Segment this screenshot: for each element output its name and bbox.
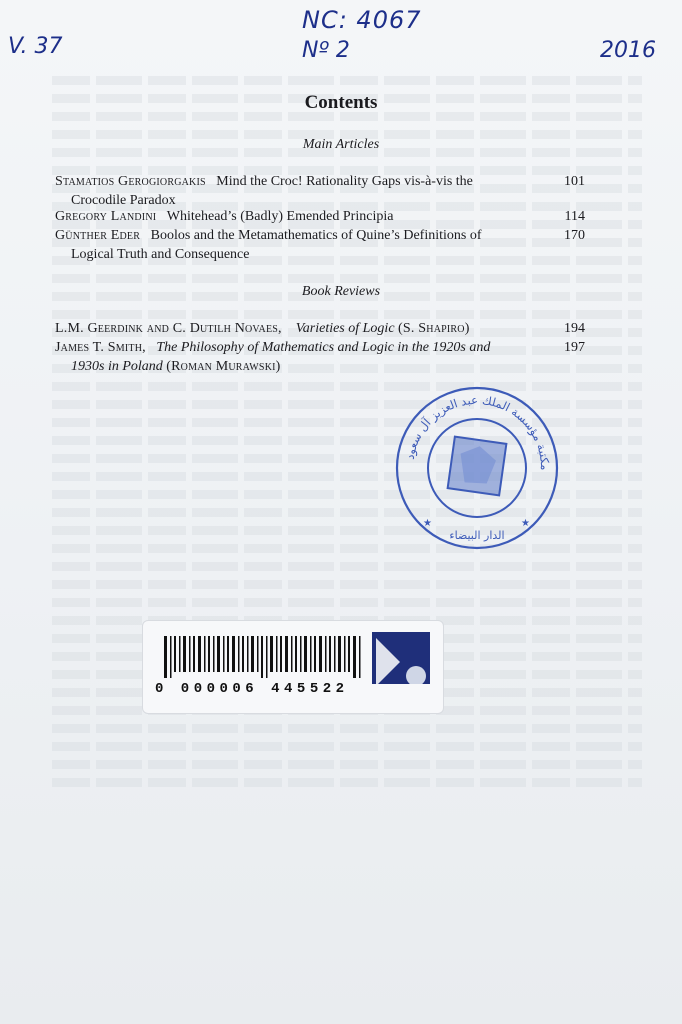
article-title-continued: Crocodile Paradox [71, 193, 176, 208]
article-entry [55, 207, 585, 226]
stamp-ring-text: مكتبة مؤسسة الملك عبد العزيز آل سعود [402, 392, 553, 471]
handwritten-year: 2016 [600, 38, 656, 63]
article-entry [55, 172, 585, 210]
article-title-continued: Logical Truth and Consequence [71, 247, 250, 262]
book-reviews-heading: Book Reviews [301, 284, 381, 299]
article-author: Gregory Landini [55, 209, 157, 224]
review-author: James T. Smith, [55, 340, 146, 355]
review-entry [55, 319, 585, 338]
article-page: 114 [564, 209, 585, 224]
handwritten-number: Nº 2 [302, 38, 350, 63]
barcode-graphic [162, 632, 444, 684]
handwritten-code: NC: 4067 [302, 6, 422, 34]
review-page: 194 [564, 321, 585, 336]
article-entry [55, 226, 585, 264]
article-title: Mind the Croc! Rationality Gaps vis-à-vis the [216, 174, 473, 189]
article-title: Whitehead’s (Badly) Emended Principia [166, 209, 394, 224]
article-title: Boolos and the Metamathematics of Quine’s Definitions of [150, 228, 482, 243]
stamp-star-icon: ★ [521, 518, 530, 529]
reviewer: (S. Shapiro) [398, 321, 470, 336]
article-page: 101 [564, 174, 585, 189]
contents-title: Contents [304, 92, 378, 113]
article-author: Günther Eder [55, 228, 141, 243]
article-page: 170 [564, 228, 585, 243]
review-page: 197 [564, 340, 585, 355]
publisher-logo-icon [372, 632, 430, 684]
review-book-title: The Philosophy of Mathematics and Logic in the 1920s and [156, 340, 491, 355]
handwritten-volume: V. 37 [8, 34, 63, 59]
review-entry [55, 338, 585, 376]
article-author: Stamatios Gerogiorgakis [55, 174, 206, 189]
main-articles-heading: Main Articles [302, 137, 380, 152]
barcode-number: 0 000006 445522 [155, 681, 349, 697]
review-book-title-continued: 1930s in Poland [71, 359, 163, 374]
library-stamp [393, 384, 561, 552]
review-book-title: Varieties of Logic [295, 321, 395, 336]
stamp-bottom-text: الدار البيضاء [449, 529, 505, 542]
review-author: L.M. Geerdink and C. Dutilh Novaes, [55, 321, 282, 336]
stamp-star-icon: ★ [423, 518, 432, 529]
reviewer: (Roman Murawski) [166, 359, 281, 374]
